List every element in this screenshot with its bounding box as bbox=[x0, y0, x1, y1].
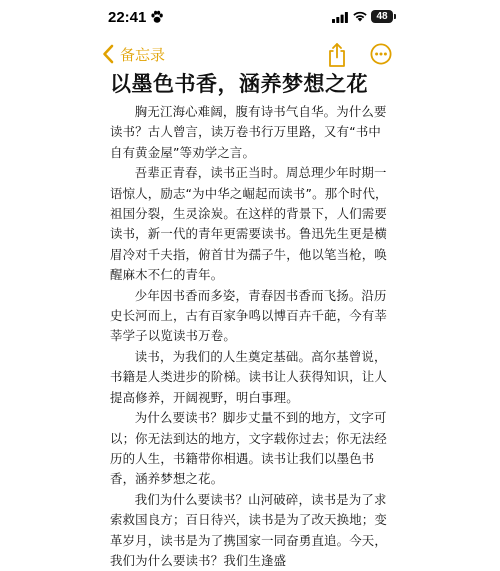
note-paragraph: 为什么要读书？脚步丈量不到的地方，文字可以；你无法到达的地方，文字载你过去；你无法经历的人生，书籍带你相遇。读书让我们以墨色书香，涵养梦想之花。 bbox=[110, 410, 387, 487]
battery-tip bbox=[394, 14, 396, 19]
wifi-icon bbox=[352, 10, 368, 22]
signal-icon bbox=[332, 12, 348, 23]
chevron-left-icon bbox=[102, 44, 114, 64]
battery-icon: 48 bbox=[371, 10, 393, 23]
note-paragraph: 我们为什么要读书？山河破碎，读书是为了求索救国良方；百日待兴，读书是为了改天换地；变革岁月，读书是为了携国家一同奋勇直追。今天，我们为什么要读书？我们生逢盛 bbox=[110, 491, 387, 568]
note-body[interactable] bbox=[110, 68, 392, 571]
more-icon[interactable] bbox=[370, 43, 392, 65]
note-title: 以墨色书香，涵养梦想之花 bbox=[110, 72, 368, 96]
share-icon[interactable] bbox=[326, 42, 348, 68]
note-paragraph: 读书，为我们的人生奠定基础。高尔基曾说，书籍是人类进步的阶梯。读书让人获得知识，让人提高修养，开阔视野，明白事理。 bbox=[110, 348, 387, 405]
note-paragraph: 胸无江海心难阔，腹有诗书气自华。为什么要读书？古人曾言，读万卷书行万里路，又有“书中自有黄金屋”等劝学之言。 bbox=[110, 104, 387, 160]
note-paragraph: 吾辈正青春，读书正当时。周总理少年时期一语惊人，励志“为中华之崛起而读书”。那个时代，祖国分裂，生灵涂炭。在这样的背景下，人们需要读书，新一代的青年更需要读书。鲁迅先生更是横眉冷对千夫指，俯首甘为孺子牛，他以笔当枪，唤醒麻木不仁的青年。 bbox=[110, 165, 388, 283]
back-label: 备忘录 bbox=[120, 45, 166, 64]
back-button[interactable] bbox=[102, 42, 165, 66]
status-time: 22:41 bbox=[108, 9, 147, 26]
note-paragraph: 少年因书香而多姿，青春因书香而飞扬。沿历史长河而上，古有百家争鸣以博百卉千葩，今有莘莘学子以览读书万卷。 bbox=[110, 287, 387, 344]
paw-icon bbox=[150, 10, 164, 24]
status-bar bbox=[0, 0, 500, 34]
